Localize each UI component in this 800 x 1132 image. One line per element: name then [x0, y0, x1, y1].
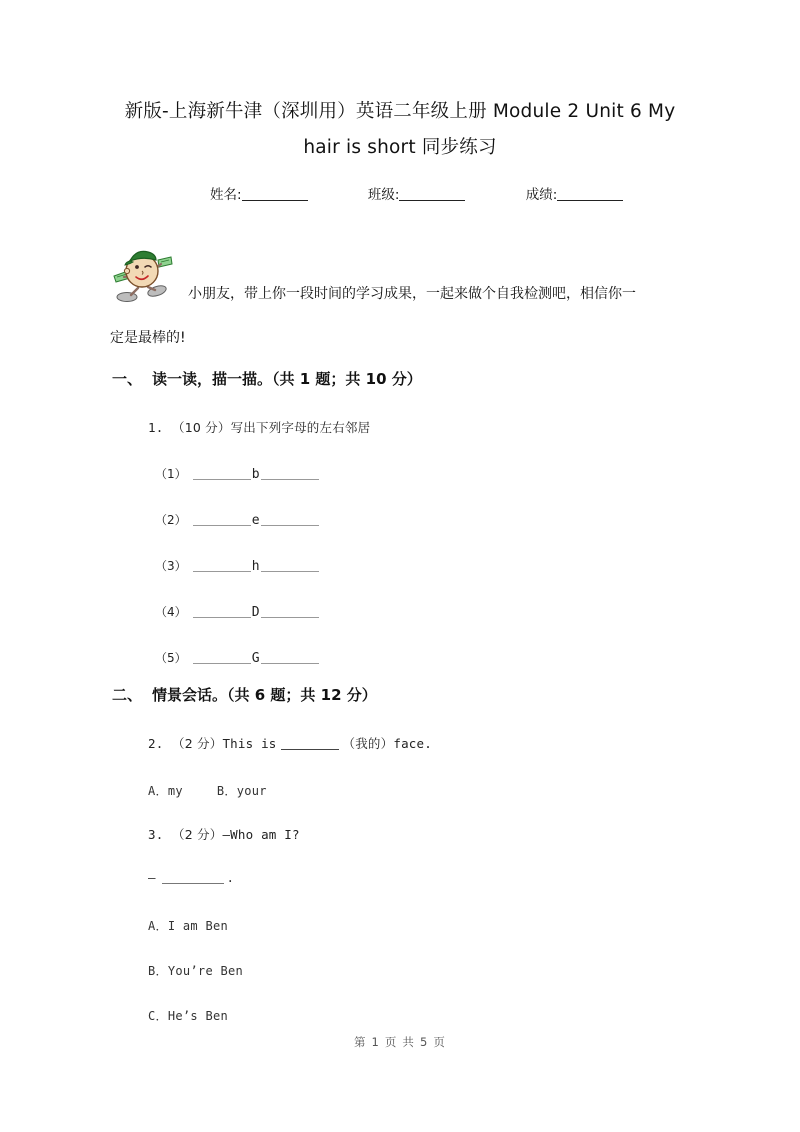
intro-line-1: 小朋友，带上你一段时间的学习成果，一起来做个自我检测吧，相信你一 [188, 286, 636, 302]
subitem-3-letter: h [251, 559, 260, 574]
subitem-1-label: （1） [155, 467, 187, 481]
page-title-line1: 新版-上海新牛津（深圳用）英语二年级上册 Module 2 Unit 6 My [124, 101, 676, 122]
student-class-blank[interactable] [399, 187, 465, 201]
student-score-blank[interactable] [557, 187, 623, 201]
subitem-2-blank-left[interactable] [193, 513, 251, 526]
section-1-meta: （共 1 题；共 10 分） [272, 370, 422, 388]
question-3-answer-blank[interactable] [162, 871, 224, 884]
section-1-title: 读一读，描一描。 [152, 370, 273, 388]
question-3-answer-prefix: — [148, 870, 156, 885]
question-1-subitem-5 [155, 649, 319, 666]
question-3-option-b-text: You’re Ben [167, 964, 244, 978]
question-3-option-c[interactable] [148, 1007, 228, 1024]
student-name-blank[interactable] [242, 187, 308, 201]
question-1-number: 1. [148, 420, 164, 435]
subitem-5-label: （5） [155, 651, 187, 665]
intro-paragraph [110, 272, 690, 360]
question-2-option-a[interactable] [148, 784, 183, 798]
question-2-option-b[interactable] [217, 784, 267, 798]
question-1-subitem-2 [155, 511, 319, 528]
student-name-field[interactable] [210, 183, 308, 203]
question-3-option-a[interactable] [148, 917, 228, 934]
subitem-4-letter: D [251, 605, 260, 620]
question-1-subitem-4 [155, 603, 319, 620]
section-2-number: 二、 [112, 686, 143, 704]
question-1-subitem-1 [155, 465, 319, 482]
question-2-options [148, 782, 267, 799]
question-3-stem: —Who am I? [222, 827, 300, 842]
question-2 [148, 734, 432, 752]
subitem-3-blank-left[interactable] [193, 559, 251, 572]
student-class-field[interactable] [368, 183, 466, 203]
question-3 [148, 825, 300, 843]
question-2-option-a-text: my [167, 784, 183, 798]
question-3-number: 3. [148, 827, 164, 842]
question-2-blank[interactable] [281, 737, 339, 750]
page-title-line2: hair is short 同步练习 [303, 137, 497, 158]
page-title [110, 94, 690, 166]
question-2-option-a-key: A． [148, 784, 168, 798]
question-2-stem-before: This is [222, 736, 277, 751]
question-1-subitem-3 [155, 557, 319, 574]
question-2-points: （2 分） [172, 736, 223, 751]
subitem-4-label: （4） [155, 605, 187, 619]
section-1-number: 一、 [112, 370, 143, 388]
page-number-text: 第 1 页 共 5 页 [353, 1035, 447, 1049]
subitem-1-letter: b [251, 467, 260, 482]
section-heading-2 [112, 684, 377, 705]
subitem-1-blank-left[interactable] [193, 467, 251, 480]
student-name-label: 姓名: [210, 187, 242, 203]
subitem-5-blank-right[interactable] [261, 651, 319, 664]
question-3-option-c-text: He’s Ben [167, 1009, 229, 1023]
question-3-option-a-text: I am Ben [167, 919, 229, 933]
section-2-title: 情景会话。 [152, 686, 228, 704]
subitem-3-label: （3） [155, 559, 187, 573]
student-score-field[interactable] [526, 183, 624, 203]
student-score-label: 成绩: [525, 187, 558, 203]
section-heading-1 [112, 368, 422, 389]
student-info-row [210, 183, 630, 203]
question-3-option-c-key: C． [148, 1009, 168, 1023]
question-2-number: 2. [148, 736, 164, 751]
section-2-meta: （共 6 题；共 12 分） [227, 686, 377, 704]
question-3-points: （2 分） [172, 827, 223, 842]
question-1-text: 写出下列字母的左右邻居 [230, 420, 371, 435]
subitem-1-blank-right[interactable] [261, 467, 319, 480]
subitem-4-blank-right[interactable] [261, 605, 319, 618]
question-3-option-b[interactable] [148, 962, 243, 979]
subitem-5-letter: G [251, 651, 260, 666]
question-2-option-b-key: B． [216, 784, 237, 798]
page-footer [0, 1034, 800, 1050]
subitem-4-blank-left[interactable] [193, 605, 251, 618]
subitem-2-label: （2） [155, 513, 187, 527]
student-class-label: 班级: [367, 187, 400, 203]
subitem-5-blank-left[interactable] [193, 651, 251, 664]
subitem-3-blank-right[interactable] [261, 559, 319, 572]
question-3-answer-suffix: . [226, 870, 235, 885]
question-1 [148, 418, 370, 436]
question-1-points: （10 分） [172, 420, 231, 435]
subitem-2-blank-right[interactable] [261, 513, 319, 526]
question-2-option-b-text: your [236, 784, 267, 798]
question-3-option-a-key: A． [148, 919, 168, 933]
intro-line-2: 定是最棒的! [110, 330, 186, 346]
question-2-stem-hint: （我的） [342, 736, 394, 751]
subitem-2-letter: e [251, 513, 260, 528]
question-2-stem-after: face. [393, 736, 432, 751]
question-3-answer-line [148, 870, 234, 885]
question-3-option-b-key: B． [148, 964, 168, 978]
